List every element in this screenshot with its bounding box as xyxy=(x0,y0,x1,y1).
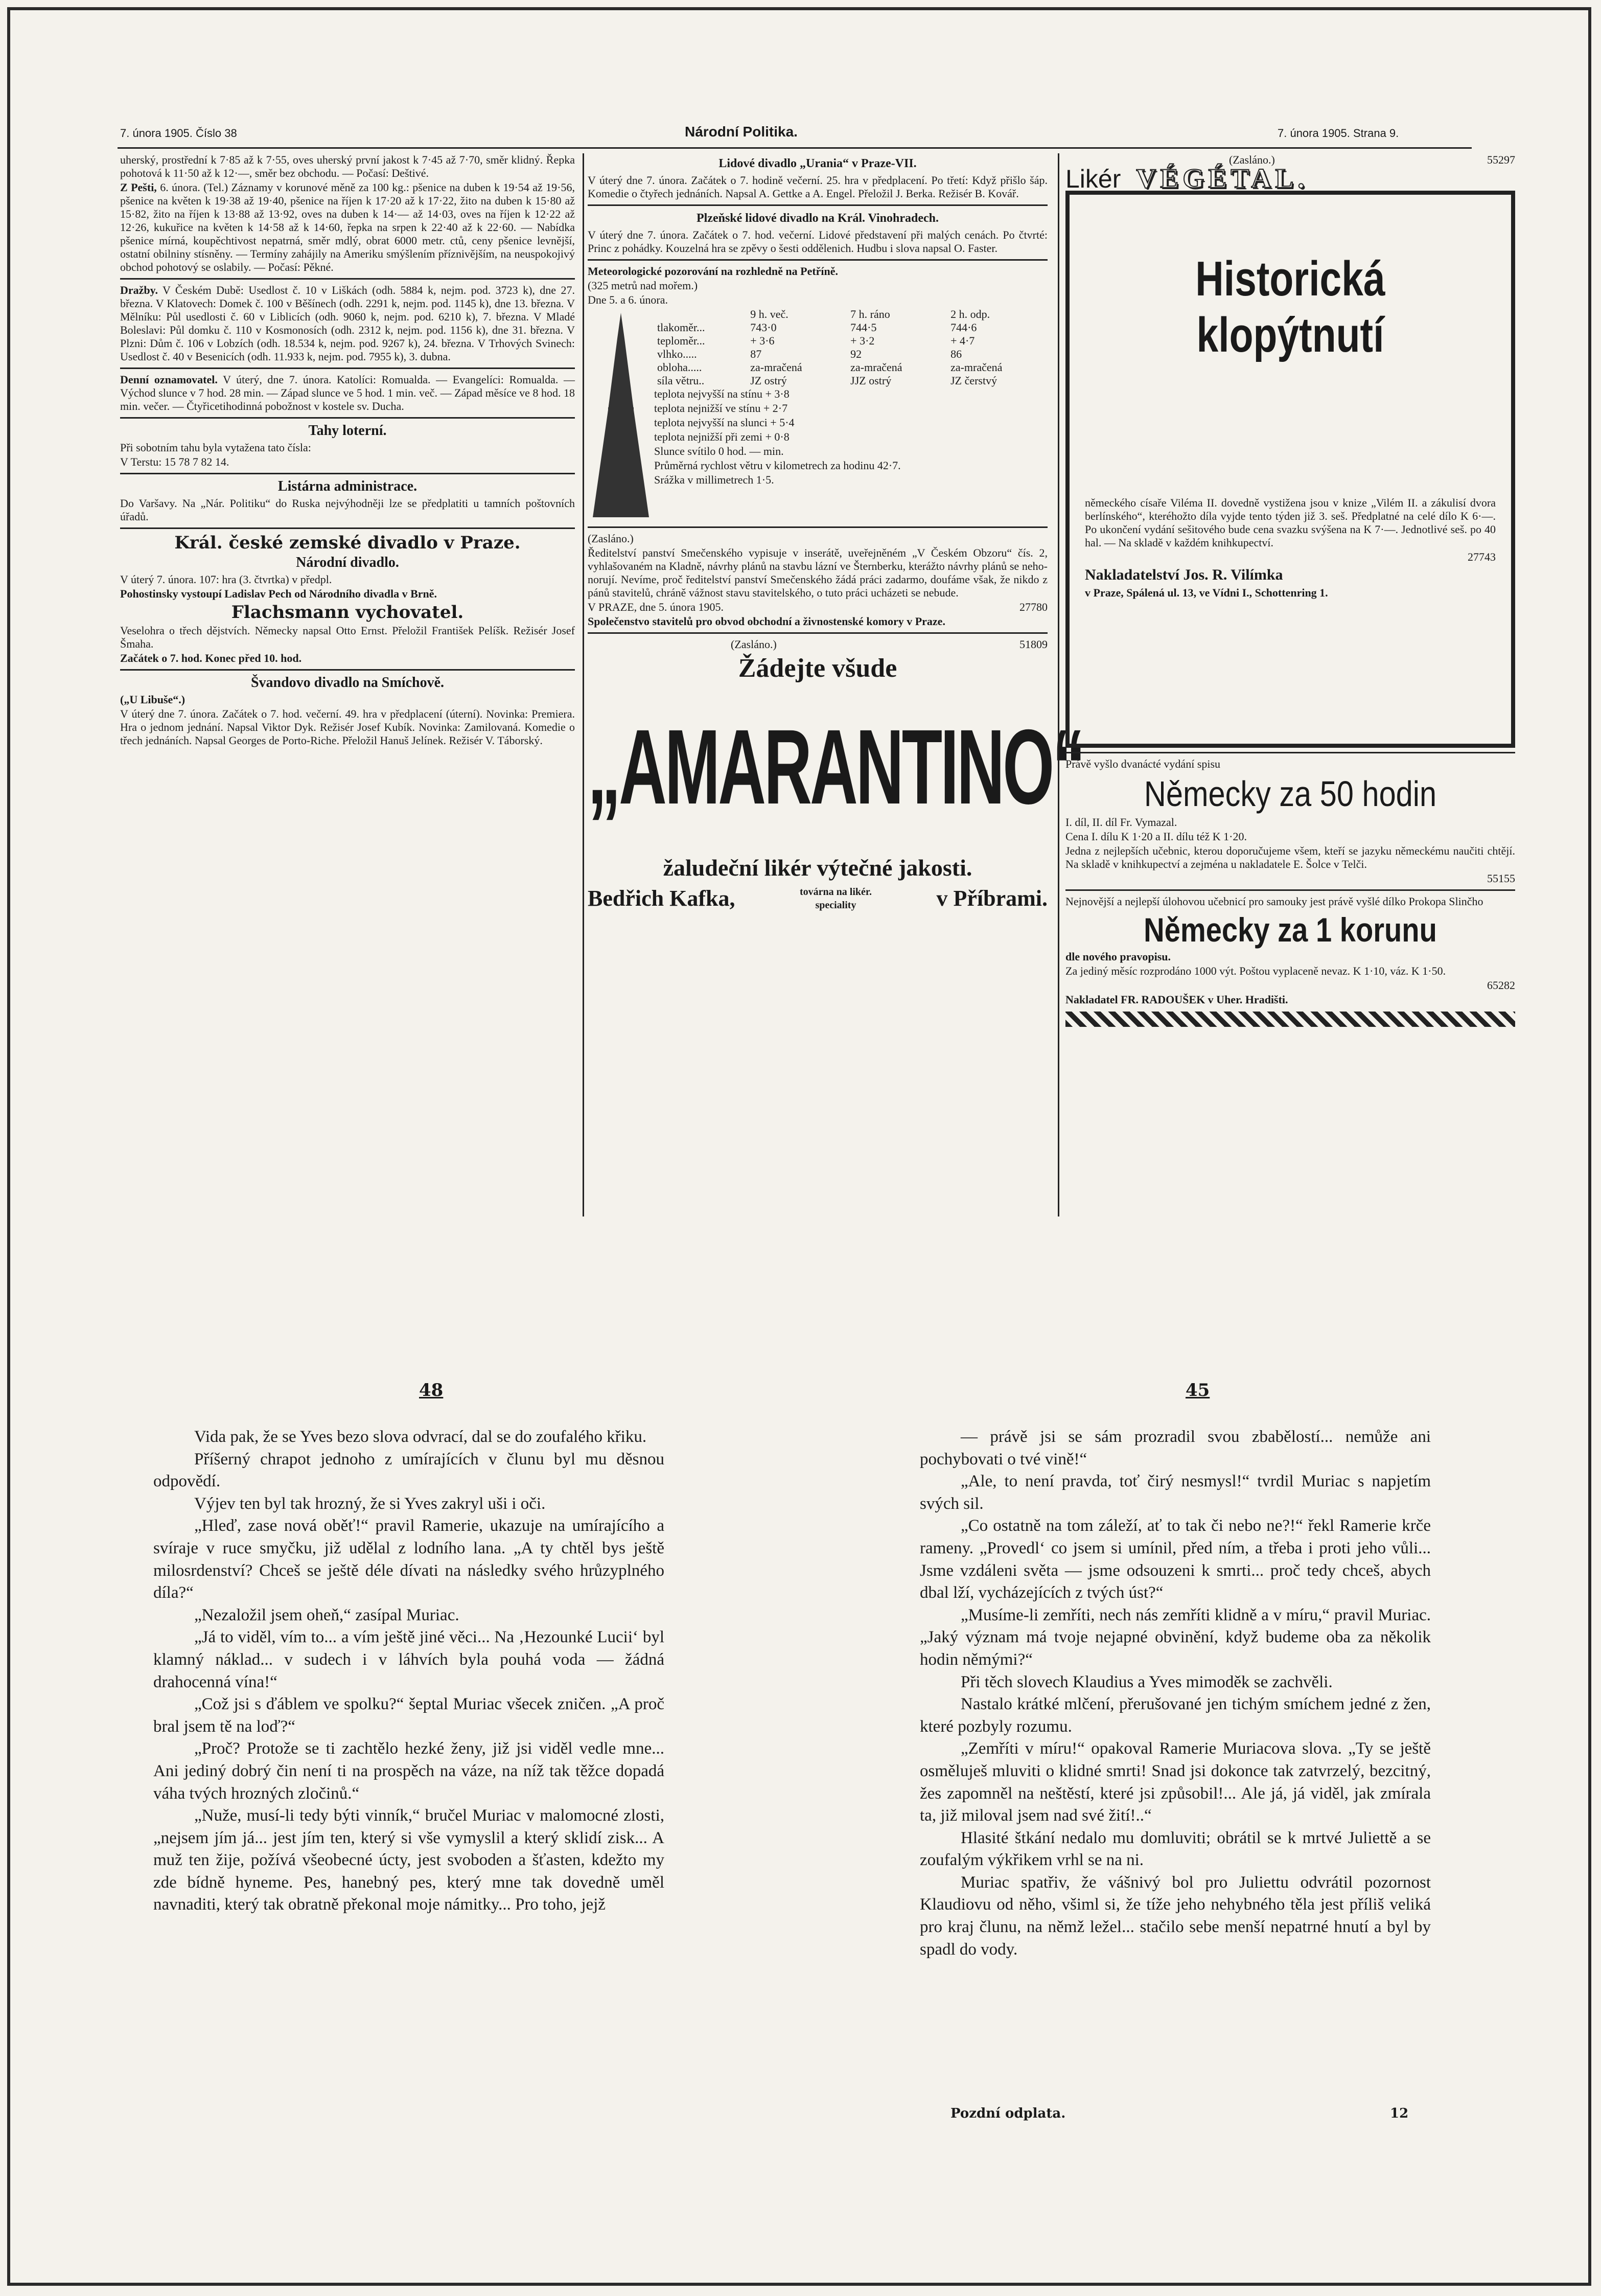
pest-report xyxy=(120,181,575,274)
meteo-cell: 744·6 xyxy=(950,321,977,334)
koruna-text: Za jediný měsíc rozprodáno 1000 výt. Poštou vyplaceně nevaz. K 1·10, váz. K 1·50. xyxy=(1065,965,1446,977)
market-text: uherský, prostřední k 7·85 až k 7·55, oves uherský první jakost k 7·45 až 7·70, směr klidný. Řepka pohotová k 11·50 až k 12·—, směr bez obchodu. — Počasí: Deštivé. xyxy=(120,153,575,179)
drazby-title: Dražby. xyxy=(120,284,158,296)
divider xyxy=(588,204,1048,206)
pest-text: 6. února. (Tel.) Záznamy v korunové měně za 100 kg.: pšenice na duben k 19·54 až 19·56, pšenice na květen k 19·38 až 19·40, pšenice na říjen k 17·20 až k 17·22, žito na duben k 15·80 až 15·82, žito na říjen k 13·88 až 13·92, oves na duben k 14·— až 14·03, oves na říjen k 12·22 až 12·26, kukuřice na květen k 14·58 až k 14·60, řepka na srpen k 22·40 až k 22·60. — Nabídka pšenice mírná, koupěchtivost nepatrná, směr mdlý, obrat 6000 metr. ctů, ceny pšenice levnější, ostatní obilniny stísněny. — Termíny zahájily na Ameriku smýšlením příznivějším, na neuspokojivý obchod pohotový se oslabily. — Počasí: Pěkné. xyxy=(120,181,575,273)
amarantino-brand: „AMARANTINO“ xyxy=(588,707,1084,826)
likor-ad xyxy=(1065,163,1515,194)
denni-title: Denní oznamovatel. xyxy=(120,373,218,386)
meteo-extra: teplota nejnižší při zemi + 0·8 xyxy=(654,430,790,443)
meteo-table xyxy=(654,308,1048,387)
header-left: 7. února 1905. Číslo 38 xyxy=(120,127,237,140)
tahy-numbers: V Terstu: 15 78 7 82 14. xyxy=(120,455,229,468)
story-paragraph: Muriac spatřiv, že vášnivý bol pro Juliettu odvrátil pozornost Klaudiovu od něho, všiml si, že tíže jeho nehybného těla jest příliš veliká pro kraj člunu, na němž ležel... stačilo sebe menší nepatrné hnutí a byl by spadl do vody. xyxy=(920,1873,1431,1959)
story-paragraph: „Zemříti v míru!“ opakoval Ramerie Muriacova slova. „Ty se ještě osměluješ mluviti o klidné smrti! Snad jsi dokonce tak zatvrzelý, bezcitný, žes zapomněl na neštěstí, které jsi způsobil!... Ale já, já viděl, jak zmírala ta, již miloval jsem nad své žití!..“ xyxy=(920,1739,1431,1825)
meteo-cell: JZ čerstvý xyxy=(950,374,997,387)
divider xyxy=(120,417,575,419)
zaslano-label: (Zasláno.) xyxy=(1229,153,1275,166)
divider xyxy=(120,527,575,529)
story-paragraph: — právě jsi se sám prozradil svou zbabělostí... nemůže ani pochybovati o tvé vině!“ xyxy=(920,1428,1431,1468)
flachsmann-title: Flachsmann vychovatel. xyxy=(231,602,464,623)
spolecenstvo: Společenstvo stavitelů pro obvod obchodní a živnostenské komory v Praze. xyxy=(588,615,945,628)
meteo-dates: Dne 5. a 6. února. xyxy=(588,293,668,306)
petrin-tower-icon xyxy=(588,308,654,522)
drazby-text: V Českém Dubě: Usedlost č. 10 v Liškách (odh. 5884 k, nejm. pod. 3723 k), dne 27. března. V Klatovech: Domek č. 100 v Běšínech (odh. 2291 k, nejm. pod. 1145 k), dne 13. března. V Mělníku: Půl usedlosti č. 60 v Liblicích (odh. 9060 k, nejm. pod. 6210 k), 7. března. V Mladé Boleslavi: Půl domku č. 110 v Kosmonosích (odh. 2312 k, nejm. pod. 1156 k), dne 31. března. V Plzni: Dům č. 106 v Lobzích (odh. 18.534 k, nejm. pod. 9267 k), 24. března. V Trhových Svinech: Usedlost č. 40 v Besenicích (odh. 11.933 k, nejm. pod. 7955 k), 3. dubna. xyxy=(120,284,575,363)
nemecky-price: Cena I. dílu K 1·20 a II. dílu též K 1·20. xyxy=(1065,830,1247,843)
masthead: Národní Politika. xyxy=(685,124,798,140)
meteo-title: Meteorologické pozorování na rozhledně na Petříně. xyxy=(588,265,839,278)
nemecky-num: 55155 xyxy=(1487,872,1515,885)
denni-text: V úterý, dne 7. února. Katolíci: Romualda. — Evangelíci: Romualda. — Východ slunce v 7 hod. 28 min. — Západ slunce ve 5 hod. 1 min. več. — Západ měsíce ve 8 hod. 18 min. večer. — Čtyřicetihodinná pobožnost v kostele sv. Ducha. xyxy=(120,373,575,412)
story-paragraph: „Já to viděl, vím to... a vím ještě jiné věci... Na ‚Hezounké Lucii‘ byl klamný náklad... v sudech i v láhvích byla pouhá voda — žádná drahocenná vína!“ xyxy=(153,1628,664,1691)
kafka-city: v Příbrami. xyxy=(936,886,1048,911)
drazby xyxy=(120,284,575,363)
ornament-border xyxy=(1065,1012,1515,1027)
column-rule xyxy=(1058,153,1059,1216)
zaludecni-liker: žaludeční likér výtečné jakosti. xyxy=(663,855,972,881)
story-paragraph: Hlasité štkání nedalo mu domluviti; obrátil se k mrtvé Juliettě a se zoufalým výkřikem vrhl se na ni. xyxy=(920,1828,1431,1870)
table-row xyxy=(654,361,1048,374)
divider xyxy=(588,632,1048,634)
nemecky-text: Jedna z nejlepších učebnic, kterou doporučujeme všem, kteří se jazyku německému naučiti chtějí. Na skladě v knihkupectví a zejména u nakladatele E. Šolce v Telči. xyxy=(1065,844,1515,870)
urania-text: V úterý dne 7. února. Začátek o 7. hodině večerní. 25. hra v předplacení. Po třetí: Když přišlo šáp. Komedie o čtyřech jednáních. Napsal A. Gettke a A. Engel. Přeložil J. Berka. Režisér B. Kovář. xyxy=(588,174,1048,200)
divider xyxy=(120,278,575,280)
divider xyxy=(120,473,575,474)
story-paragraph: „Musíme-li zemříti, nech nás zemříti klidně a v míru,“ pravil Muriac. „Jaký význam má tvoje nejapné obvinění, když budeme oba za několik hodin němými?“ xyxy=(920,1605,1431,1669)
meteo-label: vlhko..... xyxy=(657,348,697,360)
divider xyxy=(1065,752,1515,753)
kral-divadlo-title: Král. české zemské divadlo v Praze. xyxy=(174,533,521,553)
meteo-cell: 744·5 xyxy=(850,321,877,334)
svandovo-sub: („U Libuše“.) xyxy=(120,693,185,706)
story-paragraph: Nastalo krátké mlčení, přerušované jen tichým smíchem jedné z žen, které pozbyly rozumu. xyxy=(920,1695,1431,1736)
column-rule xyxy=(583,153,584,1216)
hist-publisher: Nakladatelství Jos. R. Vilímka xyxy=(1085,566,1283,583)
meteo-cell: 92 xyxy=(850,348,862,360)
flachsmann-times: Začátek o 7. hod. Konec před 10. hod. xyxy=(120,652,302,664)
plzenske-text: V úterý dne 7. února. Začátek o 7. hod. večerní. Lidové představení při malých cenách. Po čtvrté: Princ z pohádky. Kouzelná hra se zpěvy o šesti oddělenich. Hudbu i slova napsal O. Faster. xyxy=(588,228,1048,255)
meteo-label: tlakoměr... xyxy=(657,321,705,334)
listarna-title: Listárna administrace. xyxy=(277,478,417,494)
meteo-cell: 87 xyxy=(750,348,762,360)
koruna-publisher: Nakladatel FR. RADOUŠEK v Uher. Hradišti. xyxy=(1065,993,1288,1006)
story-paragraph: „Ale, to není pravda, toť čirý nesmysl!“ tvrdil Muriac s napjetím svých sil. xyxy=(920,1472,1431,1513)
meteo-cell: JZ ostrý xyxy=(750,374,787,387)
story-paragraph: „Co ostatně na tom záleží, ať to tak či nebo ne?!“ řekl Ramerie krče rameny. „Provedl‘ co jsem si umínil, před ním, a třeba i proti jeho vůli... Jsme vzdáleni světa — jsme odsouzeni k smrti... proč tedy chceš, abych dbal lží, vycházejících z tvých úst?“ xyxy=(920,1517,1431,1602)
zaslano2-line xyxy=(588,638,1048,651)
likor-brand: VÉGÉTAL. xyxy=(1136,163,1309,194)
koruna-sub: dle nového pravopisu. xyxy=(1065,950,1171,963)
table-row xyxy=(654,374,1048,387)
column-2 xyxy=(588,153,1084,912)
plzenske-title: Plzeňské lidové divadlo na Král. Vinohradech. xyxy=(696,212,939,225)
listarna-text: Do Varšavy. Na „Nár. Politiku“ do Ruska nejvýhodněji lze se předplatiti u tamních poštovních úřadů. xyxy=(120,497,575,523)
story-footer-number: 12 xyxy=(1390,2106,1409,2121)
meteo-col-header: 2 h. odp. xyxy=(950,308,990,320)
meteo-data xyxy=(654,308,1048,522)
page-number-right: 45 xyxy=(1186,1380,1210,1400)
koruna-title: Německy za 1 korunu xyxy=(1144,911,1437,949)
denni xyxy=(120,373,575,413)
meteo-block xyxy=(588,308,1048,522)
meteo-label: obloha..... xyxy=(657,361,702,374)
hist-num: 27743 xyxy=(1468,550,1496,563)
zaslano2-label: (Zasláno.) xyxy=(731,638,777,651)
divider xyxy=(1065,889,1515,891)
zaslano-num: 55297 xyxy=(1487,153,1515,166)
table-row xyxy=(654,348,1048,361)
meteo-extra: Srážka v millimetrech 1·5. xyxy=(654,473,774,486)
story-paragraph: „Nuže, musí-li tedy býti vinník,“ bručel Muriac v malomocné zlosti, „nejsem jím já... jest jím ten, který si vše vymyslil a který sklidí zisk... A muž ten žije, požívá všeobecné úcty, jest svoboden a šťasten, kdežto my zde bídně hyneme. Pes, hanebný pes, který mne tak dovedně uměl navnaditi, který tak obratně překonal moje námitky... Pro toho, jejž xyxy=(153,1806,664,1914)
pest-title: Z Pešti, xyxy=(120,181,157,194)
nemecky-author: I. díl, II. díl Fr. Vymazal. xyxy=(1065,816,1177,829)
meteo-cell: za-mračená xyxy=(950,361,1003,374)
story-paragraph: Příšerný chrapot jednoho z umírajících v člunu byl mu děsnou odpovědí. xyxy=(153,1450,664,1491)
page-number-left: 48 xyxy=(419,1380,444,1400)
zadejte-headline: Žádejte všude xyxy=(738,654,897,683)
tahy-text: Při sobotním tahu byla vytažena tato čísla: xyxy=(120,441,311,454)
narodni-text: V úterý 7. února. 107: hra (3. čtvrtka) v předpl. xyxy=(120,573,332,586)
meteo-cell: + 4·7 xyxy=(950,334,975,347)
historicka-ad xyxy=(1065,191,1515,748)
column-1 xyxy=(120,153,575,748)
story-paragraph: „Což jsi s ďáblem ve spolku?“ šeptal Muriac všecek zničen. „A proč bral jsem tě na loď?“ xyxy=(153,1695,664,1736)
flachsmann-text: Veselohra o třech dějstvích. Německy napsal Otto Ernst. Přeložil František Pelíšk. Režisér Josef Šmaha. xyxy=(120,624,575,650)
meteo-cell: + 3·2 xyxy=(850,334,875,347)
meteo-col-header: 9 h. več. xyxy=(750,308,788,320)
table-row xyxy=(654,334,1048,348)
hist-title-1: Historická xyxy=(1195,251,1385,306)
narodni-title: Národní divadlo. xyxy=(296,555,399,570)
meteo-cell: za-mračená xyxy=(750,361,802,374)
reditelstvi-text: Ředitelství panství Smečenského vypisuje v inserátě, uveřejněném „V Českém Obzoru“ čís. 2, vyhlašovaném na Kladně, návrhy plánů na stavbu lázní ve Šternberku, kterážto návrhy plánů se neho-norují. Nevíme, proč ředitelství panství Smečenského žádá práci zadarmo, doufáme však, že nikdo z pánů stavitelů, chráně vážnost stavu stavitelského, o tuto práci ucházeti se nebude. xyxy=(588,546,1048,599)
meteo-cell: za-mračená xyxy=(850,361,902,374)
meteo-col-header: 7 h. ráno xyxy=(850,308,890,320)
story-footer-title: Pozdní odplata. xyxy=(950,2106,1066,2121)
story-paragraph: „Nezaložil jsem oheň,“ zasípal Muriac. xyxy=(194,1605,459,1624)
likor-word: Likér xyxy=(1065,165,1121,193)
story-paragraph: Při těch slovech Klaudius a Yves mimoděk se zachvěli. xyxy=(961,1672,1333,1691)
meteo-extra: Průměrná rychlost větru v kilometrech za hodinu 42·7. xyxy=(654,459,901,472)
divider xyxy=(588,259,1048,261)
reditelstvi-footer xyxy=(588,601,1048,614)
meteo-label: síla větru.. xyxy=(657,374,705,387)
nemecky-title: Německy za 50 hodin xyxy=(1144,774,1437,814)
story-right xyxy=(920,1426,1431,1961)
urania-title: Lidové divadlo „Urania“ v Praze-VII. xyxy=(718,157,917,170)
zaslano2-num: 51809 xyxy=(1019,638,1048,651)
meteo-extra: teplota nejnižší ve stínu + 2·7 xyxy=(654,402,788,415)
meteo-sub: (325 metrů nad mořem.) xyxy=(588,279,698,292)
header-right: 7. února 1905. Strana 9. xyxy=(1278,127,1399,140)
divider xyxy=(120,368,575,369)
header-rule xyxy=(118,147,1472,149)
tahy-title: Tahy loterní. xyxy=(308,423,387,439)
hist-address: v Praze, Spálená ul. 13, ve Vídni I., Schottenring 1. xyxy=(1085,586,1328,599)
divider xyxy=(588,526,1048,528)
meteo-cell: 86 xyxy=(950,348,962,360)
meteo-extra: Slunce svítilo 0 hod. — min. xyxy=(654,445,784,457)
hist-title-2: klopýtnutí xyxy=(1196,308,1384,362)
meteo-cell: + 3·6 xyxy=(750,334,775,347)
svandovo-title: Švandovo divadlo na Smíchově. xyxy=(250,675,445,691)
story-left xyxy=(153,1426,664,1916)
nemecky-intro: Právě vyšlo dvanácté vydání spisu xyxy=(1065,757,1221,770)
story-paragraph: Výjev ten byl tak hrozný, že si Yves zakryl uši i oči. xyxy=(194,1494,546,1513)
kafka-name: Bedřich Kafka, xyxy=(588,886,735,911)
meteo-cell: 743·0 xyxy=(750,321,777,334)
meteo-extra: teplota nejvyšší na stínu + 3·8 xyxy=(654,387,790,400)
zaslano-label: (Zasláno.) xyxy=(588,532,634,545)
meteo-extra: teplota nejvyšší na slunci + 5·4 xyxy=(654,416,795,429)
reditelstvi-date: V PRAZE, dne 5. února 1905. xyxy=(588,601,724,613)
column-3 xyxy=(1065,153,1515,1027)
narodni-bold: Pohostinsky vystoupí Ladislav Pech od Národního divadla v Brně. xyxy=(120,587,437,600)
hist-text: německého císaře Viléma II. dovedně vystižena jsou v knize „Vilém II. a zákulisí dvora berlínského“, kteréhožto díla vyjde tento týden již 3. seš. Předplatné na celé dílo K 6·—. Po ukončení vydání sešitového bude cena svazku svýšena na K 7·—. Jednotlivé seš. po 40 hal. — Na skladě v každém knihkupectví. xyxy=(1085,496,1496,549)
divider xyxy=(120,669,575,671)
meteo-label: teploměr... xyxy=(657,334,705,347)
kafka-tovarna: továrna na likér. speciality xyxy=(800,886,872,911)
koruna-intro: Nejnovější a nejlepší úlohovou učebnicí pro samouky jest právě vyšlé dílko Prokopa Slinčho xyxy=(1065,895,1483,908)
table-row xyxy=(654,321,1048,334)
meteo-cell: JJZ ostrý xyxy=(850,374,892,387)
story-paragraph: „Hleď, zase nová oběť!“ pravil Ramerie, ukazuje na umírajícího a svíraje v ruce smyčku, již udělal z lodního lana. „A ty chtěl bys ještě milosrdenství? Chceš se ještě déle dívati na následky svého hrůzyplného díla?“ xyxy=(153,1517,664,1602)
koruna-num: 65282 xyxy=(1487,979,1515,992)
svandovo-text: V úterý dne 7. února. Začátek o 7. hod. večerní. 49. hra v předplacení (úterní). Novinka: Premiera. Hra o jednom jednání. Napsal Viktor Dyk. Režisér Josef Kubík. Novinka: Zamilovaná. Komedie o třech jednáních. Napsal Georges de Porto-Riche. Přeložil Hanuš Jelínek. Režisér V. Táborský. xyxy=(120,707,575,747)
table-row xyxy=(654,308,1048,321)
reditelstvi-num: 27780 xyxy=(1019,601,1048,613)
story-paragraph: „Proč? Protože se ti zachtělo hezké ženy, již jsi viděl vedle mne... Ani jediný dobrý čin není ti na prospěch na váze, na níž tak těžce dopadá váha tvých hrozných zločinů.“ xyxy=(153,1739,664,1803)
story-paragraph: Vida pak, že se Yves bezo slova odvrací, dal se do zoufalého křiku. xyxy=(194,1428,647,1446)
